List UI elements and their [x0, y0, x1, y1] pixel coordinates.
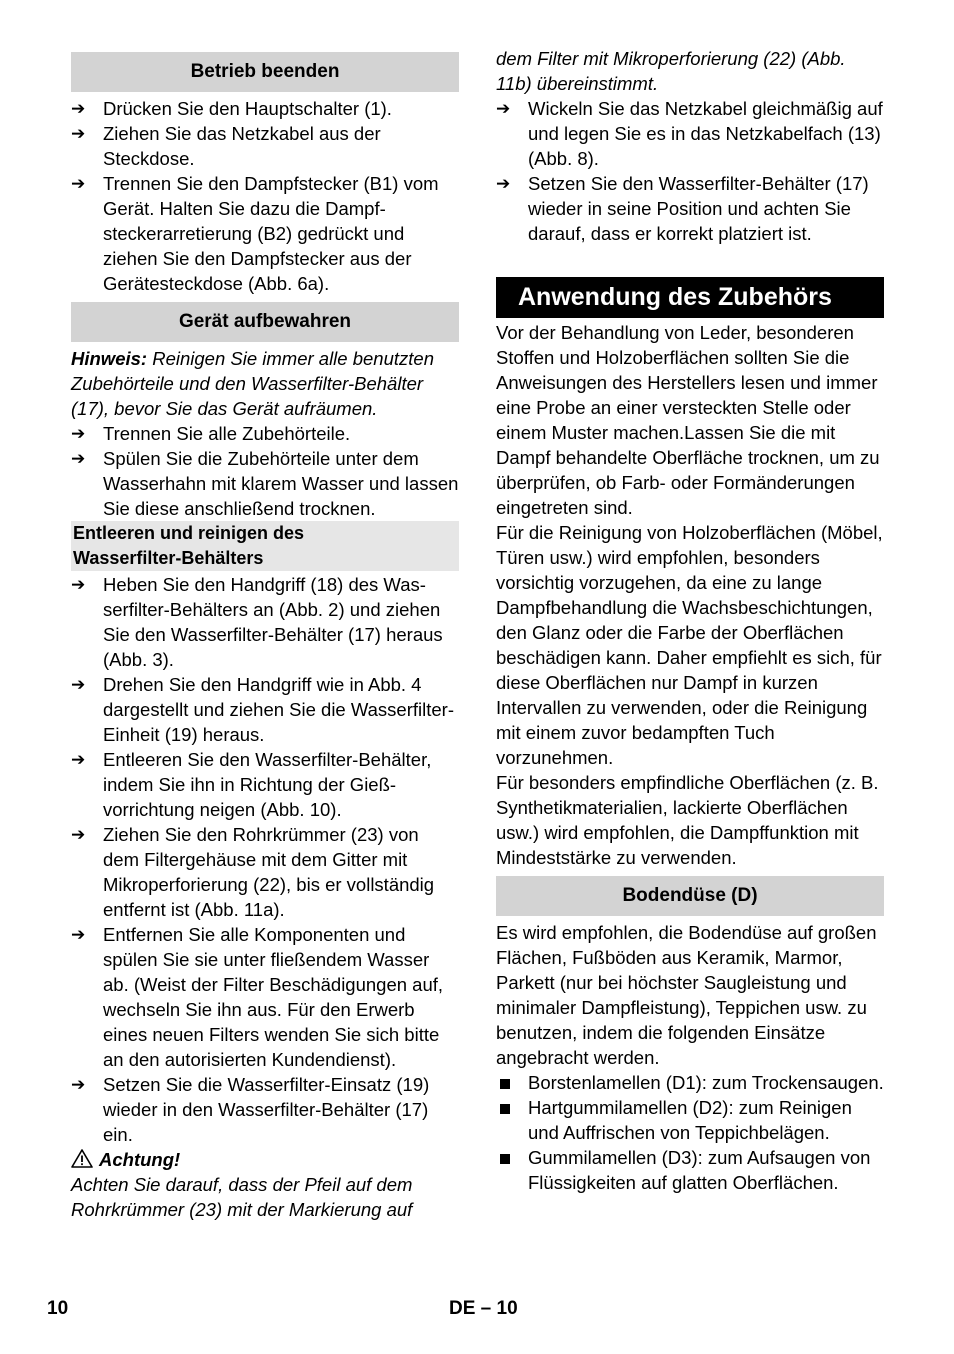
- subsection-heading-entleeren: Entleeren und reinigen des Wasserfilter-Behälters: [71, 521, 459, 571]
- list-item: ➔ Trennen Sie den Dampfstecker (B1) vom Gerät. Halten Sie dazu die Dampfsteckerarretierung (B2) gedrückt und ziehen Sie den Dampfstecker aus der Gerätesteckdose (Abb. 6a).: [71, 173, 439, 294]
- warning-triangle-icon: [71, 1149, 93, 1168]
- chapter-heading-anwendung-des-zubehoers: Anwendung des Zubehörs: [496, 277, 884, 318]
- arrow-icon: ➔: [71, 124, 86, 143]
- list-item: ➔ Setzen Sie den Wasserfilter-Behälter (17) wieder in seine Position und achten Sie darauf, dass er korrekt platziert ist.: [496, 173, 869, 244]
- paragraph: Für besonders empfindliche Oberflächen (z. B. Synthetikmaterialien, lackierte Oberflächen usw.) wird empfohlen, die Dampffunktion mit Mindeststärke zu verwenden.: [496, 772, 879, 868]
- list-item: ➔ Ziehen Sie das Netzkabel aus der Steckdose.: [71, 123, 381, 169]
- square-bullet-icon: [496, 1095, 528, 1145]
- list-item: ➔ Entleeren Sie den Wasserfilter-Behälter, indem Sie ihn in Richtung der Gießvorrichtung neigen (Abb. 10).: [71, 749, 432, 820]
- arrow-icon: ➔: [71, 750, 86, 769]
- arrow-icon: ➔: [71, 925, 86, 944]
- square-bullet-icon: [496, 1145, 528, 1195]
- warning-heading: Achtung!: [71, 1147, 459, 1172]
- arrow-icon: ➔: [496, 174, 511, 193]
- section-heading-betrieb-beenden: Betrieb beenden: [71, 52, 459, 92]
- arrow-icon: ➔: [71, 449, 86, 468]
- arrow-icon: ➔: [71, 1075, 86, 1094]
- hinweis-paragraph: Hinweis: Reinigen Sie immer alle benutzten Zubehörteile und den Wasserfilter-Behälter (17), bevor Sie das Gerät aufräumen.: [71, 348, 434, 419]
- arrow-icon: ➔: [71, 575, 86, 594]
- arrow-icon: ➔: [71, 174, 86, 193]
- paragraph: Es wird empfohlen, die Bodendüse auf großen Flächen, Fußböden aus Keramik, Marmor, Parkett (nur bei höchster Saugleistung und minimaler Dampfleistung), Teppichen usw. zu benutzen, indem die folgenden Einsätze angebracht werden.: [496, 922, 877, 1068]
- list-item: Borstenlamellen (D1): zum Trockensaugen.: [496, 1070, 884, 1095]
- arrow-icon: ➔: [496, 99, 511, 118]
- left-column: [71, 52, 459, 1222]
- list-item: ➔ Trennen Sie alle Zubehörteile.: [71, 423, 351, 444]
- paragraph: Vor der Behandlung von Leder, besonderen Stoffen und Holzoberflächen sollten Sie die Anweisungen des Herstellers lesen und immer eine Probe an einer versteckten Stelle oder einem Muster machen.Lassen Sie die mit Dampf behandelte Oberfläche trocknen, um zu überprüfen, ob Farb- oder Formänderungen eingetreten sind.: [496, 322, 880, 518]
- list-item: ➔ Heben Sie den Handgriff (18) des Wasserfilter-Behälters an (Abb. 2) und ziehen Sie den Wasserfilter-Behälter (17) heraus (Abb. 3).: [71, 574, 443, 670]
- right-column: [496, 46, 884, 1195]
- page-label: DE – 10: [449, 1298, 518, 1319]
- list-item: Hartgummilamellen (D2): zum Reinigen und Auffrischen von Teppichbelägen.: [496, 1095, 884, 1145]
- arrow-icon: ➔: [71, 675, 86, 694]
- arrow-icon: ➔: [71, 825, 86, 844]
- list-item: ➔ Entfernen Sie alle Komponenten und spülen Sie sie unter fließendem Wasser ab. (Weist der Filter Beschädigungen auf, wechseln Sie ihn aus. Für den Erwerb eines neuen Filters wenden Sie sich bitte an den autorisierten Kundendienst).: [71, 924, 444, 1070]
- arrow-icon: ➔: [71, 99, 86, 118]
- list-item: ➔ Spülen Sie die Zubehörteile unter dem Wasserhahn mit klarem Wasser und lassen Sie diese anschließend trocknen.: [71, 448, 459, 519]
- continued-warning-text: dem Filter mit Mikroperforierung (22) (Abb. 11b) übereinstimmt.: [496, 48, 846, 94]
- section-heading-bodenduese: Bodendüse (D): [496, 876, 884, 916]
- square-bullet-icon: [496, 1070, 528, 1095]
- arrow-icon: ➔: [71, 424, 86, 443]
- list-item: ➔ Setzen Sie die Wasserfilter-Einsatz (19) wieder in den Wasserfilter-Behälter (17) ein.: [71, 1074, 430, 1145]
- list-item: ➔ Ziehen Sie den Rohrkrümmer (23) von dem Filtergehäuse mit dem Gitter mit Mikroperforierung (22), bis er vollständig entfernt ist (Abb. 11a).: [71, 824, 435, 920]
- list-item: Gummilamellen (D3): zum Aufsaugen von Flüssigkeiten auf glatten Oberflächen.: [496, 1145, 884, 1195]
- page-number: 10: [47, 1298, 69, 1319]
- warning-text: Achten Sie darauf, dass der Pfeil auf dem Rohrkrümmer (23) mit der Markierung auf: [71, 1174, 413, 1220]
- section-heading-geraet-aufbewahren: Gerät aufbewahren: [71, 302, 459, 342]
- list-item: ➔ Drehen Sie den Handgriff wie in Abb. 4 dargestellt und ziehen Sie die Wasserfilter-Einheit (19) heraus.: [71, 674, 454, 745]
- paragraph: Für die Reinigung von Holzoberflächen (Möbel, Türen usw.) wird empfohlen, besonders vorsichtig vorzugehen, da eine zu lange Dampfbehandlung die Wachsbeschichtungen, den Glanz oder die Farbe der Oberflächen beschädigen kann. Daher empfiehlt es sich, für diese Oberflächen nur Dampf in kurzen Intervallen zu verwenden, oder die Reinigung mit einem zuvor bedampften Tuch vorzunehmen.: [496, 522, 883, 768]
- list-item: ➔ Wickeln Sie das Netzkabel gleichmäßig auf und legen Sie es in das Netzkabelfach (13) (Abb. 8).: [496, 98, 883, 169]
- list-item: ➔ Drücken Sie den Hauptschalter (1).: [71, 98, 392, 119]
